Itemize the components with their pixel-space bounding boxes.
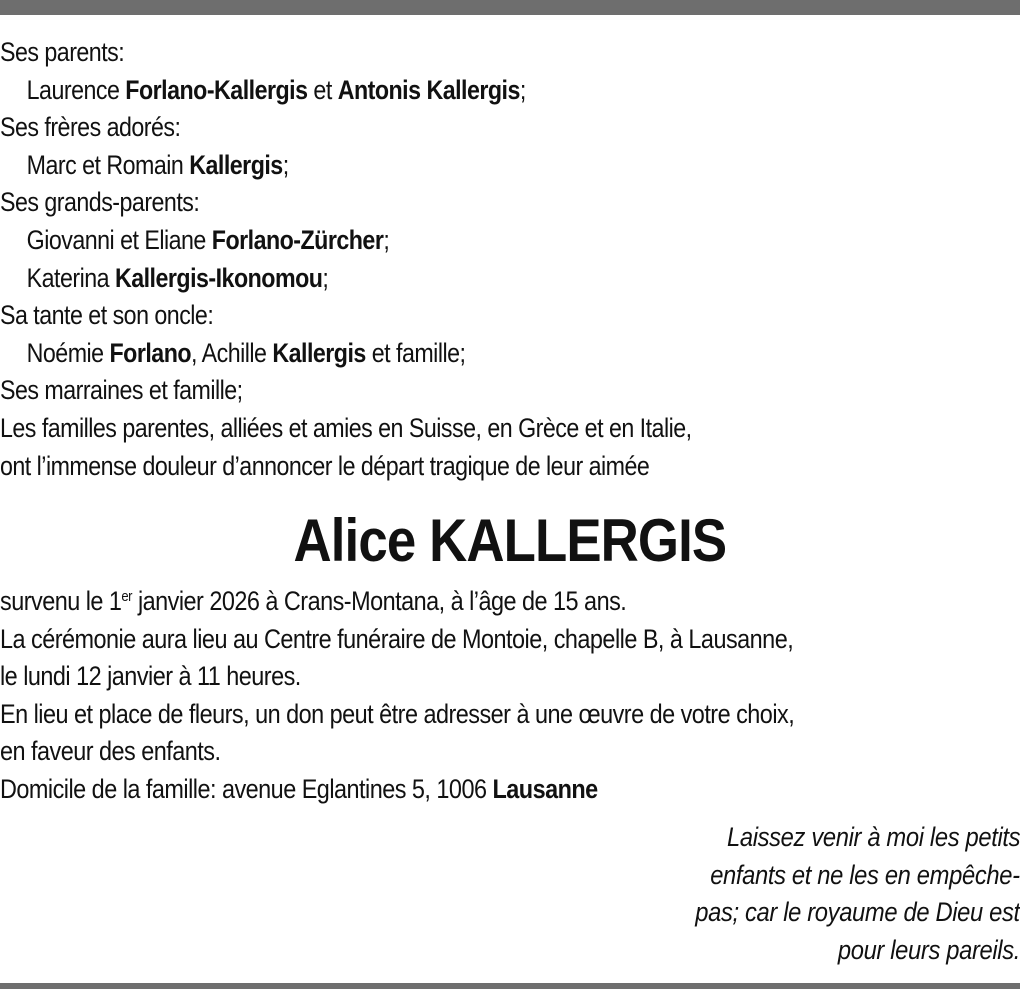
verse-line-4	[600, 932, 1020, 970]
deceased-name	[0, 505, 1020, 577]
deceased-name-text: Alice KALLERGIS	[293, 507, 727, 574]
verse-quote	[600, 819, 1020, 969]
ceremony-line-1: La cérémonie aura lieu au Centre funéraire de Montoie, chapelle B, à Lausanne,	[0, 623, 794, 654]
ceremony-line-2: le lundi 12 janvier à 11 heures.	[0, 661, 301, 692]
brothers-end: ;	[282, 149, 289, 180]
brothers-first-names: Marc et Romain	[26, 149, 190, 180]
funeral-details	[0, 583, 1020, 809]
verse-line-4-text: pour leurs pareils.	[837, 934, 1020, 965]
grandparents-heading: Ses grands-parents:	[0, 187, 200, 218]
brothers-surname: Kallergis	[189, 149, 283, 180]
verse-line-1	[600, 819, 1020, 857]
death-line	[0, 583, 1020, 621]
bottom-rule	[0, 983, 1020, 989]
aunt-uncle-heading: Sa tante et son oncle:	[0, 300, 214, 331]
parents-end: ;	[519, 74, 526, 105]
grandparents-1-end: ;	[383, 224, 390, 255]
brothers-line	[0, 147, 877, 185]
death-prefix: survenu le 1	[0, 586, 122, 616]
uncle-surname: Kallergis	[272, 337, 366, 368]
grandparents-line-1	[0, 222, 877, 260]
donation-line-2: en faveur des enfants.	[0, 736, 221, 767]
uncle-first-name: , Achille	[191, 337, 273, 368]
parent-surname-1: Forlano-Kallergis	[125, 74, 308, 105]
aunt-uncle-end: et famille;	[365, 337, 466, 368]
aunt-surname: Forlano	[109, 337, 192, 368]
aunt-uncle-line	[0, 335, 877, 373]
brothers-heading: Ses frères adorés:	[0, 112, 181, 143]
grandparents-1-surname: Forlano-Zürcher	[211, 224, 384, 255]
ordinal-superscript: er	[121, 588, 132, 605]
grandparents-2-surname: Kallergis-Ikonomou	[114, 262, 323, 293]
grandparents-2-first-name: Katerina	[26, 262, 115, 293]
grandparents-line-2	[0, 260, 877, 298]
verse-line-1-text: Laissez venir à moi les petits	[726, 822, 1020, 852]
aunt-first-name: Noémie	[26, 337, 110, 368]
donation-line-1: En lieu et place de fleurs, un don peut être adresser à une œuvre de votre choix,	[0, 698, 795, 729]
parents-conjunction: et	[307, 74, 338, 105]
address-prefix: Domicile de la famille: avenue Eglantines 5, 1006	[0, 773, 493, 804]
godmothers-line: Ses marraines et famille;	[0, 375, 243, 406]
verse-line-2	[600, 857, 1020, 895]
grandparents-1-first-names: Giovanni et Eliane	[26, 224, 212, 255]
verse-line-3	[600, 894, 1020, 932]
announcement-line: ont l’immense douleur d’annoncer le départ tragique de leur aimée	[0, 450, 650, 481]
family-list	[0, 34, 877, 485]
families-line: Les familles parentes, alliées et amies en Suisse, en Grèce et en Italie,	[0, 412, 692, 443]
parents-line	[0, 72, 877, 110]
grandparents-2-end: ;	[322, 262, 329, 293]
parent-name-2: Antonis Kallergis	[337, 74, 520, 105]
verse-line-3-text: pas; car le royaume de Dieu est	[695, 897, 1020, 927]
verse-line-2-text: enfants et ne les en empêche‑	[710, 859, 1020, 890]
address-line	[0, 771, 1020, 809]
address-city: Lausanne	[492, 773, 598, 804]
death-suffix: janvier 2026 à Crans-Montana, à l’âge de 15 ans.	[131, 586, 627, 616]
parent-first-names: Laurence	[26, 74, 126, 105]
parents-heading: Ses parents:	[0, 37, 125, 67]
top-rule	[0, 0, 1020, 15]
